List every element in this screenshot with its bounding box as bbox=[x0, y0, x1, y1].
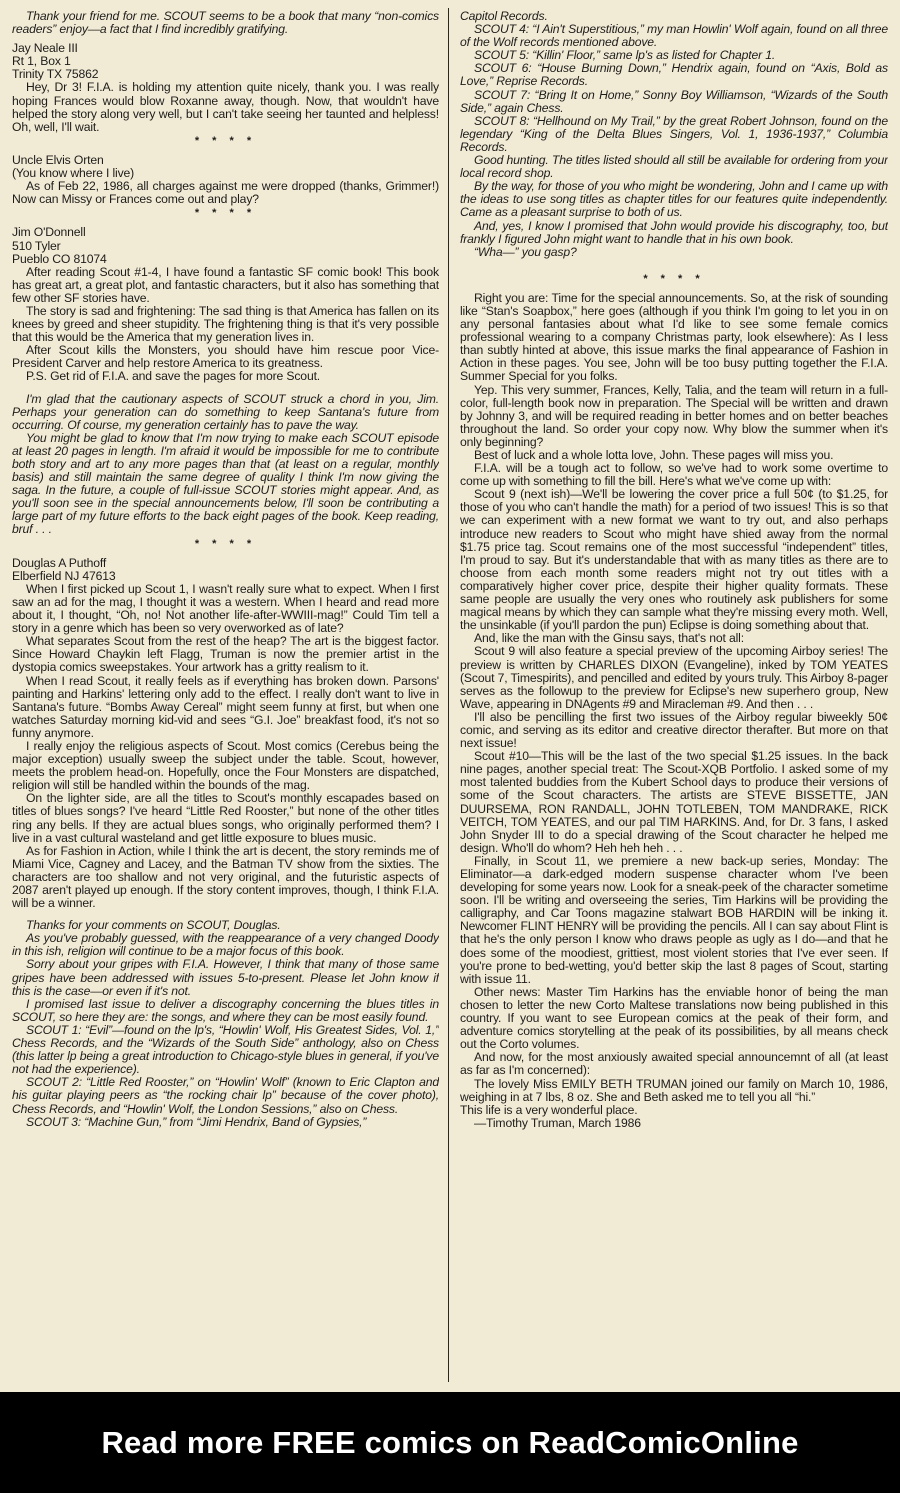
editor-reply-paragraph: Thank your friend for me. SCOUT seems to be a book that many “non-comics readers” enjoy—a fact that I find incredibly gratifying. bbox=[12, 10, 439, 37]
letter-paragraph: The lovely Miss EMILY BETH TRUMAN joined our family on March 10, 1986, weighing in at 7 lbs, 8 oz. She and Beth asked me to tell you all “hi.” bbox=[460, 1076, 888, 1104]
editor-reply-paragraph: Good hunting. The titles listed should all still be available for ordering from your local record shop. bbox=[460, 153, 888, 181]
editor-reply-paragraph: You might be glad to know that I'm now trying to make each SCOUT episode at least 20 pages in length. I'm afraid it would be impossible for me to contribute both story and art to any more pages than that (at least on a regular, monthly basis) and still maintain the same degree of quality I think I'm now giving the saga. In the future, a couple of full-issue SCOUT stories might appear. And, as you'll soon see in the special announcements below, I'll soon be contributing a large part of my future efforts to the back eight pages of the book. Keep reading, bruf . . . bbox=[12, 430, 439, 537]
signature: —Timothy Truman, March 1986 bbox=[474, 1115, 641, 1130]
letter-paragraph: Best of luck and a whole lotta love, John. These pages will miss you. bbox=[474, 448, 834, 462]
column-divider bbox=[448, 8, 449, 1382]
editor-reply-paragraph: SCOUT 3: “Machine Gun,” from “Jimi Hendrix, Band of Gypsies,” bbox=[26, 1114, 367, 1129]
address-line: Jay Neale III bbox=[12, 41, 78, 56]
letter-paragraph: After reading Scout #1-4, I have found a fantastic SF comic book! This book has great art, a great plot, and fantastic characters, but it also has something that few other SF stories have. bbox=[12, 264, 439, 305]
section-separator: * * * * bbox=[643, 272, 705, 285]
letter-paragraph: When I first picked up Scout 1, I wasn't really sure what to expect. When I first saw an ad for the mag, I thought it was a western. When I heard and read more about it, I thought, “Oh, no! Not another life-after-WWIII-mag!” Could Tim tell a story in a genre which has been so very overworked as of late? bbox=[12, 581, 439, 636]
letter-paragraph: Other news: Master Tim Harkins has the enviable honor of being the man chosen to letter the new Corto Maltese translations now being published in this country. If you want to see European comics at the peak of their form, and adventure comics storytelling at the peak of its possibilities, by all means check out the Corto volumes. bbox=[460, 984, 888, 1052]
editor-reply-paragraph: SCOUT 8: “Hellhound on My Trail,” by the great Robert Johnson, found on the legendary “King of the Delta Blues Singers, Vol. 1, 1936-1937,” Columbia Records. bbox=[460, 113, 888, 154]
editor-reply-paragraph: Thanks for your comments on SCOUT, Douglas. bbox=[26, 918, 281, 933]
section-separator: * * * * bbox=[194, 207, 257, 220]
editor-reply-paragraph: SCOUT 7: “Bring It on Home,” Sonny Boy Williamson, “Wizards of the South Side,” again Chess. bbox=[460, 87, 888, 115]
address-line: Rt 1, Box 1 bbox=[12, 54, 71, 69]
editor-reply-paragraph: SCOUT 1: “Evil”—found on the lp's, “Howlin' Wolf, His Greatest Sides, Vol. 1,” Chess Records, and the “Wizards of the South Side” anthology, also on Chess (this latter lp being a great introduction to Chicago-style blues in general, if you've not had the experience). bbox=[12, 1022, 439, 1077]
left-column bbox=[12, 10, 439, 1384]
letter-paragraph: P.S. Get rid of F.I.A. and save the pages for more Scout. bbox=[26, 369, 321, 384]
address-line: (You know where I live) bbox=[12, 166, 135, 181]
section-separator: * * * * bbox=[194, 537, 257, 550]
editor-reply-paragraph: SCOUT 5: “Killin' Floor,” same lp's as listed for Chapter 1. bbox=[474, 48, 776, 63]
promo-banner[interactable] bbox=[0, 1392, 900, 1493]
letter-paragraph: Hey, Dr 3! F.I.A. is holding my attention quite nicely, thank you. I was really hoping Frances would blow Roxanne away, though. Now, that wouldn't have helped the story along very well, but I can't take seeing her taunted and helpless! Oh, well, I'll wait. bbox=[12, 80, 439, 134]
section-separator: * * * * bbox=[194, 134, 257, 147]
address-line: Trinity TX 75862 bbox=[12, 67, 99, 82]
letter-address bbox=[12, 557, 439, 583]
address-line: 510 Tyler bbox=[12, 238, 61, 253]
letter-paragraph: Right you are: Time for the special announcements. So, at the risk of sounding like “Stan's Soapbox,” here goes (although if you think I'm going to let you in on any personal fantasies about what I'd like to see some female comics professional wearing to a company Christmas party, look elsewhere): As I less than subtly hinted at above, this issue marks the final appearance of Fashion in Action in these pages. You see, John will be too busy putting together the F.I.A. Summer Special for you folks. bbox=[460, 290, 888, 384]
letter-address bbox=[12, 42, 439, 81]
editor-reply-paragraph: Capitol Records. bbox=[460, 10, 548, 23]
letter-paragraph: The story is sad and frightening: The sad thing is that America has fallen on its knees by greed and sheer stupidity. The frightening thing is that it's very possible that this would be the America that my generation lives in. bbox=[12, 303, 439, 345]
address-line: Jim O'Donnell bbox=[12, 225, 86, 240]
editor-reply-paragraph: As you've probably guessed, with the reappearance of a very changed Doody in this ish, religion will continue to be a major focus of this book. bbox=[12, 931, 439, 959]
editor-reply-paragraph: I'm glad that the cautionary aspects of SCOUT struck a chord in you, Jim. Perhaps your generation can do something to keep Santana's future from occurring. Of course, my generation certainly has to pave the way. bbox=[12, 391, 439, 432]
editor-reply-paragraph: Sorry about your gripes with F.I.A. However, I think that many of those same gripes have been addressed with issues 5-to-present. Please let John know if this is the case—or even if it's not. bbox=[12, 957, 439, 998]
address-line: Pueblo CO 81074 bbox=[12, 251, 107, 266]
letter-paragraph: And, like the man with the Ginsu says, that's not all: bbox=[474, 631, 744, 646]
letter-paragraph: Scout 9 (next ish)—We'll be lowering the cover price a full 50¢ (to $1.25, for those of you who can't handle the math) for a period of two issues! This is so that we can experiment with a new format we want to try out, and also perhaps introduce new readers to Scout who might have shied away from the normal $1.75 price tag. Scout remains one of the most successful “independent” titles, I'm proud to say. But it's understandable that with as many titles as there are to choose from each month some readers might not try out titles with a comparatively higher cover price, despite their higher quality formats. These same people are usually the very ones who routinely ask publishers for some magical means by which they can sample what they're missing every moth. Well, the unsinkable (if you'll pardon the pun) Eclipse is doing something about that. bbox=[460, 487, 888, 633]
promo-banner-text[interactable]: Read more FREE comics on ReadComicOnline bbox=[101, 1424, 799, 1460]
letter-paragraph: F.I.A. will be a tough act to follow, so we've had to work some overtime to come up with something to fill the bill. Here's what we've come up with: bbox=[460, 461, 888, 489]
letter-paragraph: Yep. This very summer, Frances, Kelly, Talia, and the team will return in a full-color, full-length book now in preparation. The Special will be written and drawn by Johnny 3, and will be required reading in better homes and on better beaches throughout the land. So order your copy now. Why blow the summer when it's only beginning? bbox=[460, 382, 888, 449]
editor-reply-paragraph: By the way, for those of you who might be wondering, John and I came up with the ideas to use song titles as chapter titles for our features quite independently. Came as a pleasant surprise to both of us. bbox=[460, 179, 888, 220]
letter-paragraph: Scout 9 will also feature a special preview of the upcoming Airboy series! The preview is written by CHARLES DIXON (Evangeline), inked by TOM YEATES (Scout 7, Timespirits), and pencilled and edited by yours truly. This Airboy 8-pager serves as the followup to the preview for Eclipse's new superhero group, New Wave, appearing in DNAgents #9 and Miracleman #9. And then . . . bbox=[460, 644, 888, 711]
letter-paragraph: And now, for the most anxiously awaited special announcemnt of all (at least as far as I'm concerned): bbox=[460, 1050, 888, 1078]
address-line: Elberfield NJ 47613 bbox=[12, 568, 116, 583]
right-column bbox=[460, 10, 888, 1384]
letter-paragraph: After Scout kills the Monsters, you should have him rescue poor Vice-President Carver and help restore America to its greatness. bbox=[12, 343, 439, 371]
letter-paragraph: On the lighter side, are all the titles to Scout's monthly escapades based on titles of blues songs? I've heard “Little Red Rooster,” but none of the other titles ring any bells. If they are actual blues songs, who originally performed them? I live in a vast cultural wasteland and get little exposure to blues music. bbox=[12, 791, 439, 845]
letter-address bbox=[12, 226, 439, 265]
editor-reply-paragraph: SCOUT 4: “I Ain't Superstitious,” my man Howlin' Wolf again, found on all three of the Wolf records mentioned above. bbox=[460, 22, 888, 50]
letter-paragraph: As of Feb 22, 1986, all charges against me were dropped (thanks, Grimmer!) Now can Missy or Frances come out and play? bbox=[12, 179, 439, 207]
address-line: Uncle Elvis Orten bbox=[12, 152, 104, 167]
letter-paragraph: When I read Scout, it really feels as if everything has broken down. Parsons' painting and Harkins' lettering only add to the effect. I really don't want to live in Santana's future. “Bombs Away Cereal” might seem funny at first, but when one watches Saturday morning kid-vid and sees “G.I. Joe” breakfast food, it's not so funny anymore. bbox=[12, 673, 439, 740]
letter-paragraph: This life is a very wonderful place. bbox=[460, 1102, 638, 1117]
letter-paragraph: What separates Scout from the rest of the heap? The art is the biggest factor. Since Howard Chaykin left Flagg, Truman is now the premier artist in the dystopia comics sweepstakes. Your artwork has a gritty realism to it. bbox=[12, 634, 439, 675]
letter-paragraph: As for Fashion in Action, while I think the art is decent, the story reminds me of Miami Vice, Cagney and Lacey, and the Batman TV show from the sixties. The characters are too shallow and not very original, and the futuristic aspects of 2087 aren't played up enough. If the story content improves, though, I think F.I.A. will be a winner. bbox=[12, 843, 439, 911]
letter-paragraph: I really enjoy the religious aspects of Scout. Most comics (Cerebus being the major exception) usually sweep the subject under the table. Scout, however, meets the problem head-on. Hopefully, once the Four Monsters are dispatched, religion will still be handled within the bounds of the mag. bbox=[12, 738, 439, 793]
letter-paragraph: Finally, in Scout 11, we premiere a new back-up series, Monday: The Eliminator—a dark-edged modern suspense character whom I've been developing for some years now. Look for a sneak-peek of the character sometime soon. I'll be writing and overseeing the series, Tim Harkins will be providing the calligraphy, and Car Toons magazine stalwart BOB HARDIN will be inking it. Newcomer FLINT HENRY will be providing the pencils. All I can say about Flint is that he's the only person I know who draws people as ugly as I do—and that he does some of the moodiest, grittiest, most violent stories that I've ever seen. If you're prone to bed-wetting, you'd better skip the last 8 pages of Scout, starting with issue 11. bbox=[460, 853, 888, 986]
editor-reply-paragraph: And, yes, I know I promised that John would provide his discography, too, but frankly I figured John might want to handle that in his own book. bbox=[460, 218, 888, 246]
letter-address bbox=[12, 154, 439, 180]
editor-reply-paragraph: SCOUT 6: “House Burning Down,” Hendrix again, found on “Axis, Bold as Love,” Reprise Records. bbox=[460, 61, 888, 89]
letter-paragraph: Scout #10—This will be the last of the two special $1.25 issues. In the back nine pages, another special treat: The Scout-XQB Portfolio. I asked some of my most talented buddies from the Kubert School days to produce their versions of some of the Scout characters. The artists are STEVE BISSETTE, JAN DUURSEMA, RON RANDALL, JOHN TOTLEBEN, TOM MANDRAKE, RICK VEITCH, TOM YEATES, and our pal TIM HARKINS. And, for Dr. 3 fans, I asked John Snyder III to do a special drawing of the Scout character he helped me design. Who'll do whom? Heh heh heh . . . bbox=[460, 749, 888, 855]
editor-reply-paragraph: I promised last issue to deliver a discography concerning the blues titles in SCOUT, so here they are: the songs, and where they can be most easily found. bbox=[12, 996, 439, 1024]
letter-paragraph: I'll also be pencilling the first two issues of the Airboy regular biweekly 50¢ comic, and serving as its editor and creative director therafter. But more on that next issue! bbox=[460, 709, 888, 751]
editor-reply-paragraph: “Wha—” you gasp? bbox=[474, 244, 577, 259]
address-line: Douglas A Puthoff bbox=[12, 555, 107, 570]
editor-reply-paragraph: SCOUT 2: “Little Red Rooster,” on “Howlin' Wolf” (known to Eric Clapton and his guitar playing peers as “the rocking chair lp” because of the cover photo), Chess Records, and “Howlin' Wolf, the London Sessions,” also on Chess. bbox=[12, 1075, 439, 1116]
